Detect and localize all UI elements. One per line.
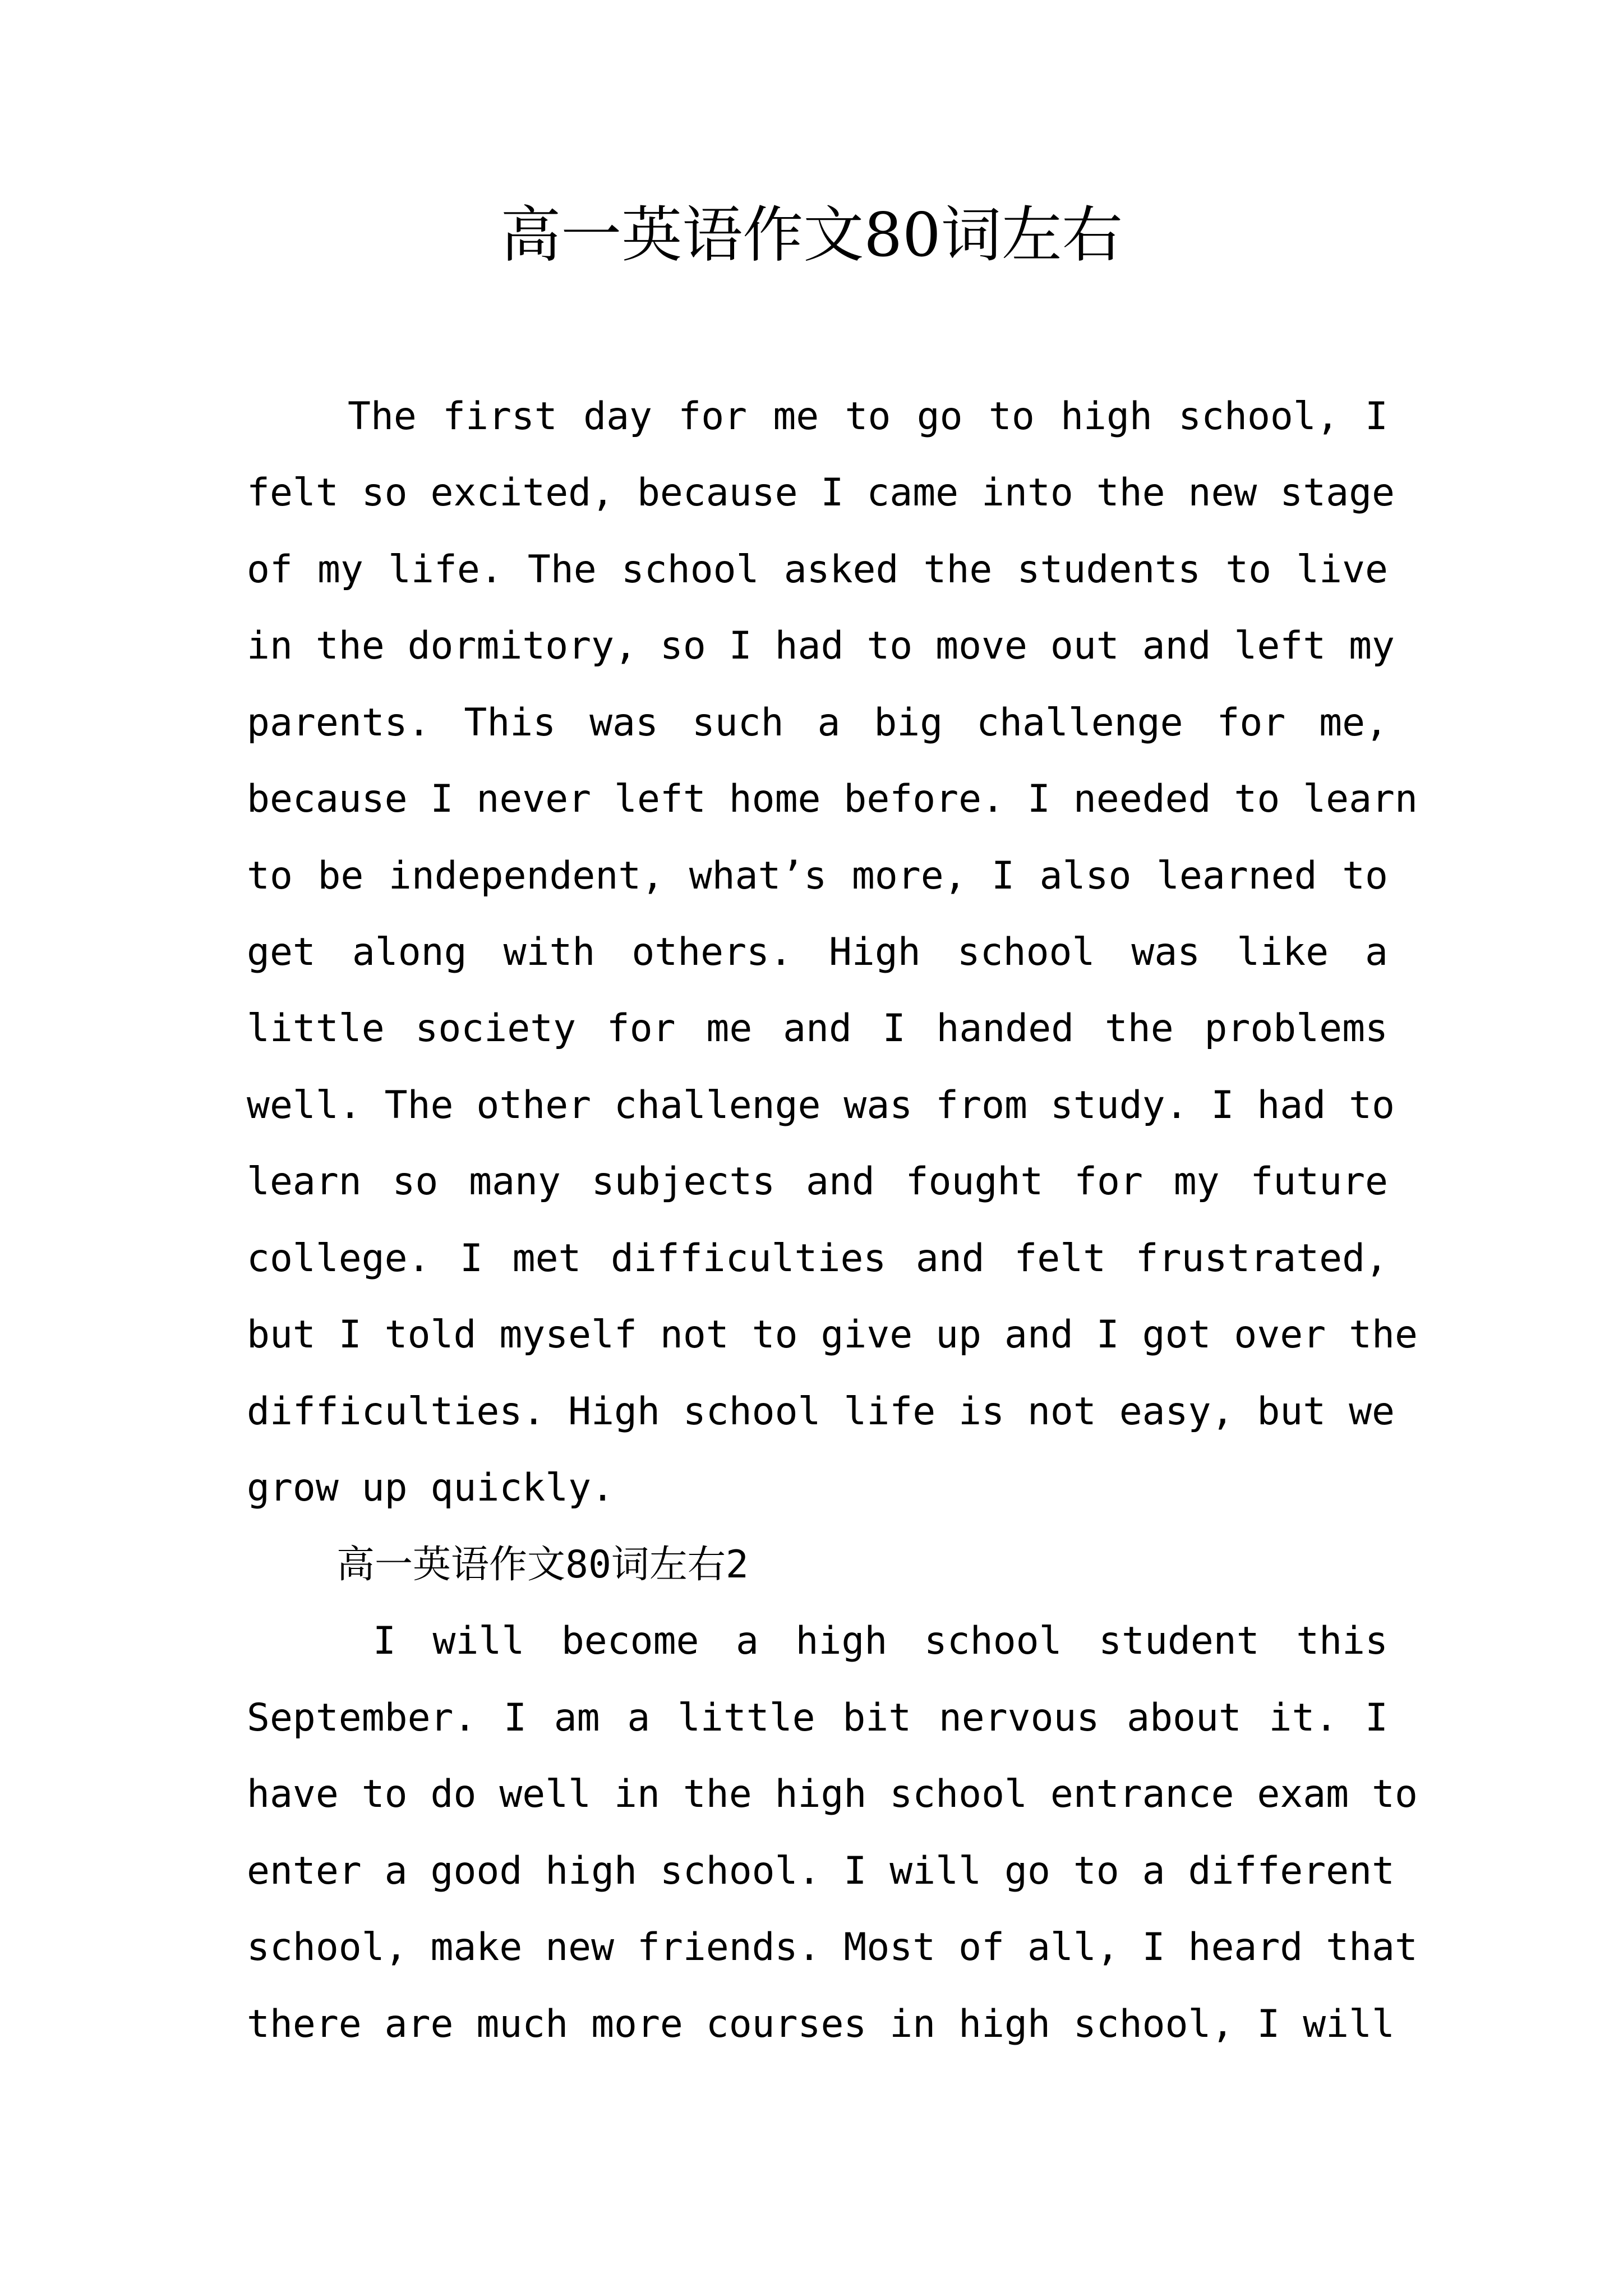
section-subheading: 高一英语作文80词左右2 <box>336 1543 749 1587</box>
essay2-line: there are much more courses in high school, I will <box>247 2002 1395 2046</box>
document-title: 高一英语作文80词左右 <box>500 200 1123 270</box>
essay1-line: because I never left home before. I needed to learn <box>247 777 1418 821</box>
essay2-line: enter a good high school. I will go to a different <box>247 1849 1395 1893</box>
essay1-line: felt so excited, because I came into the new stage <box>247 471 1395 515</box>
essay1-line: The first day for me to go to high school, I <box>348 394 1388 439</box>
essay1-line: grow up quickly. <box>247 1466 615 1510</box>
essay1-line: well. The other challenge was from study. I had to <box>247 1083 1395 1128</box>
essay2-line: I will become a high school student this <box>373 1619 1388 1663</box>
essay2-line: September. I am a little bit nervous about it. I <box>247 1696 1388 1740</box>
essay1-line: parents. This was such a big challenge for me, <box>247 701 1388 745</box>
essay1-line: to be independent, what’s more, I also learned to <box>247 854 1388 898</box>
essay1-line: difficulties. High school life is not easy, but we <box>247 1389 1395 1434</box>
essay1-line: get along with others. High school was like a <box>247 930 1388 974</box>
essay1-line: of my life. The school asked the students to live <box>247 547 1388 592</box>
essay1-line: but I told myself not to give up and I got over the <box>247 1313 1418 1357</box>
essay1-line: in the dormitory, so I had to move out and left my <box>247 624 1395 668</box>
essay1-line: college. I met difficulties and felt frustrated, <box>247 1236 1388 1281</box>
essay1-line: learn so many subjects and fought for my future <box>247 1159 1388 1204</box>
essay2-line: have to do well in the high school entrance exam to <box>247 1772 1418 1816</box>
essay2-line: school, make new friends. Most of all, I heard that <box>247 1925 1418 1970</box>
essay1-line: little society for me and I handed the problems <box>247 1006 1388 1051</box>
